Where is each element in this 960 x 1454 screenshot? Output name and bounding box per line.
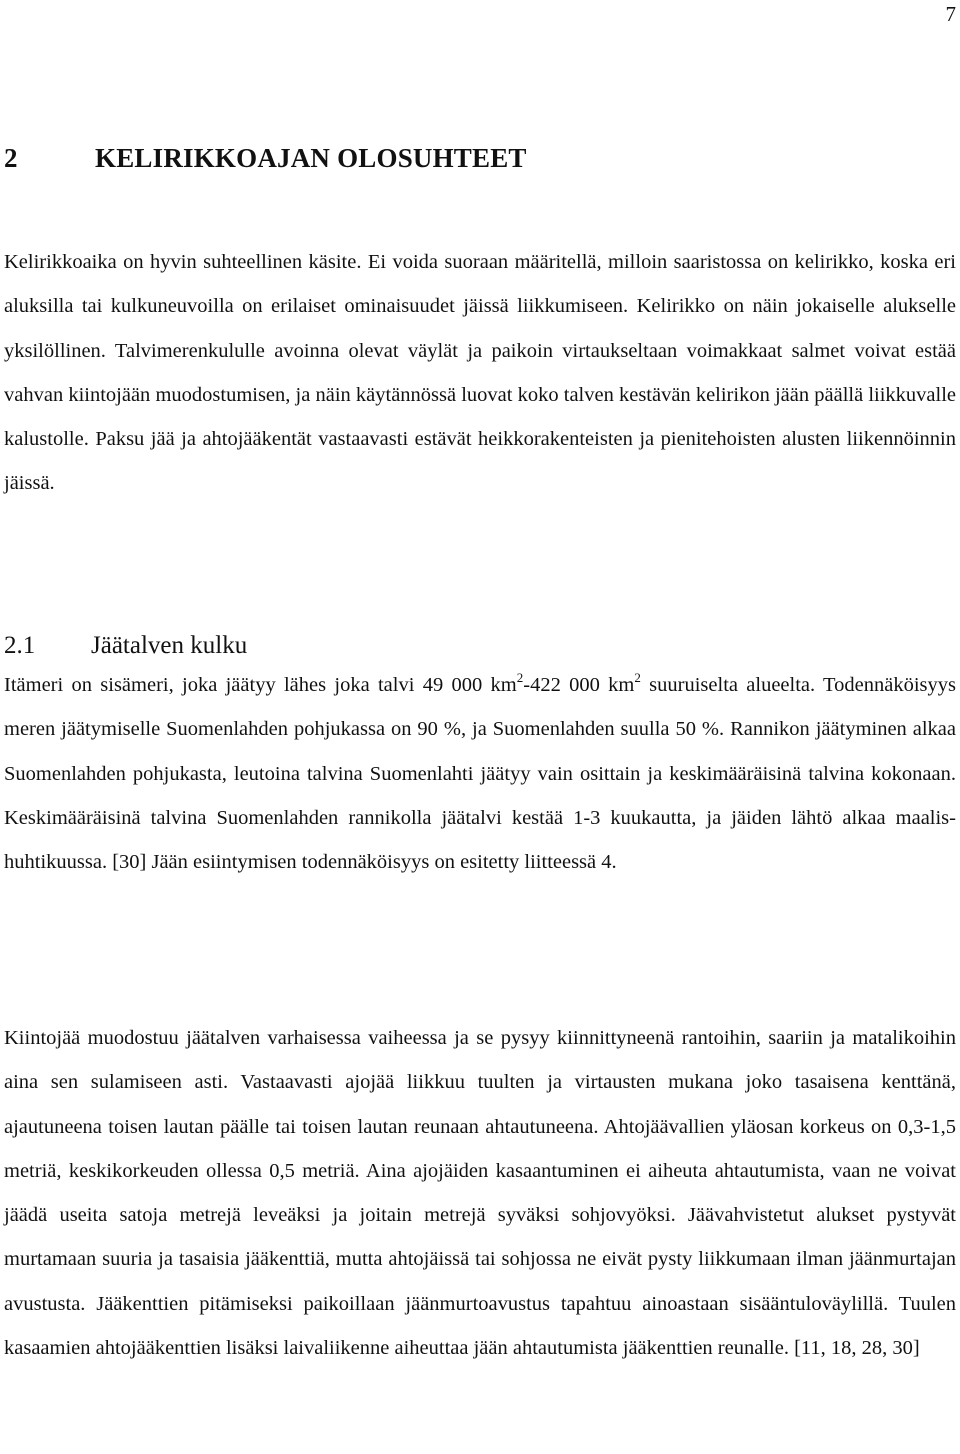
chapter-heading xyxy=(4,143,527,174)
paragraph-fast-ice: Kiintojää muodostuu jäätalven varhaisessa vaiheessa ja se pysyy kiinnittyneenä rantoihin, saariin ja matalikoihin aina sen sulamiseen asti. Vastaavasti ajojää liikkuu tuulten ja virtausten mukana joko tasaisena kenttänä, ajautuneena toisen lautan päälle tai toisen lautan reunaan ahtautuneena. Ahtojäävallien yläosan korkeus on 0,3-1,5 metriä, keskikorkeuden ollessa 0,5 metriä. Aina ajojäiden kasaantuminen ei aiheuta ahtautumista, vaan ne voivat jäädä useita satoja metrejä leveäksi ja joitain metrejä syväksi sohjovyöksi. Jäävahvistetut alukset pystyvät murtamaan suuria ja tasaisia jääkenttiä, mutta ahtojäissä tai sohjossa ne eivät pysty liikkumaan ilman jäänmurtajan avustusta. Jääkenttien pitämiseksi paikoillaan jäänmurtoavustus tapahtuu ainoastaan sisääntuloväylillä. Tuulen kasaamien ahtojääkenttien lisäksi laivaliikenne aiheuttaa jään ahtautumista jääkenttien reunalle. [11, 18, 28, 30] xyxy=(4,1027,956,1360)
section-number: 2.1 xyxy=(4,632,36,659)
section-title: Jäätalven kulku xyxy=(91,632,248,659)
superscript-km2-b: 2 xyxy=(634,670,641,685)
paragraph-ice-winter-rest: suuruiselta alueelta. Todennäköisyys meren jäätymiselle Suomenlahden pohjukassa on 90 %, ja Suomenlahden suulla 50 %. Rannikon jäätyminen alkaa Suomenlahden pohjukasta, leutoina talvina Suomenlahti jäätyy vain osittain ja keskimääräisinä talvina kokonaan. Keskimääräisinä talvina Suomenlahden rannikolla jäätalvi kestää 1-3 kuukautta, ja jäiden lähtö alkaa maalis-huhtikuussa. [30] Jään esiintymisen todennäköisyys on esitetty liitteessä 4. xyxy=(4,674,956,874)
superscript-km2-a: 2 xyxy=(516,670,524,685)
paragraph-ice-winter-part-b: -422 000 km xyxy=(523,674,635,696)
chapter-number: 2 xyxy=(4,143,18,173)
paragraph-ice-winter-part-a: Itämeri on sisämeri, joka jäätyy lähes joka talvi 49 000 km xyxy=(4,674,517,696)
chapter-title: KELIRIKKOAJAN OLOSUHTEET xyxy=(95,143,527,173)
section-heading xyxy=(4,632,247,660)
paragraph-ice-winter xyxy=(4,663,956,884)
paragraph-intro: Kelirikkoaika on hyvin suhteellinen käsite. Ei voida suoraan määritellä, milloin saaristossa on kelirikko, koska eri aluksilla tai kulkuneuvoilla on erilaiset ominaisuudet jäissä liikkumiseen. Kelirikko on näin jokaiselle alukselle yksilöllinen. Talvimerenkululle avoinna olevat väylät ja paikoin virtaukseltaan voimakkaat salmet voivat estää vahvan kiintojään muodostumisen, ja näin käytännössä luovat koko talven kestävän kelirikon jään päällä liikkuvalle kalustolle. Paksu jää ja ahtojääkentät vastaavasti estävät heikkorakenteisten ja pienitehoisten alusten liikennöinnin jäissä. xyxy=(4,251,956,495)
page-number: 7 xyxy=(945,2,956,26)
